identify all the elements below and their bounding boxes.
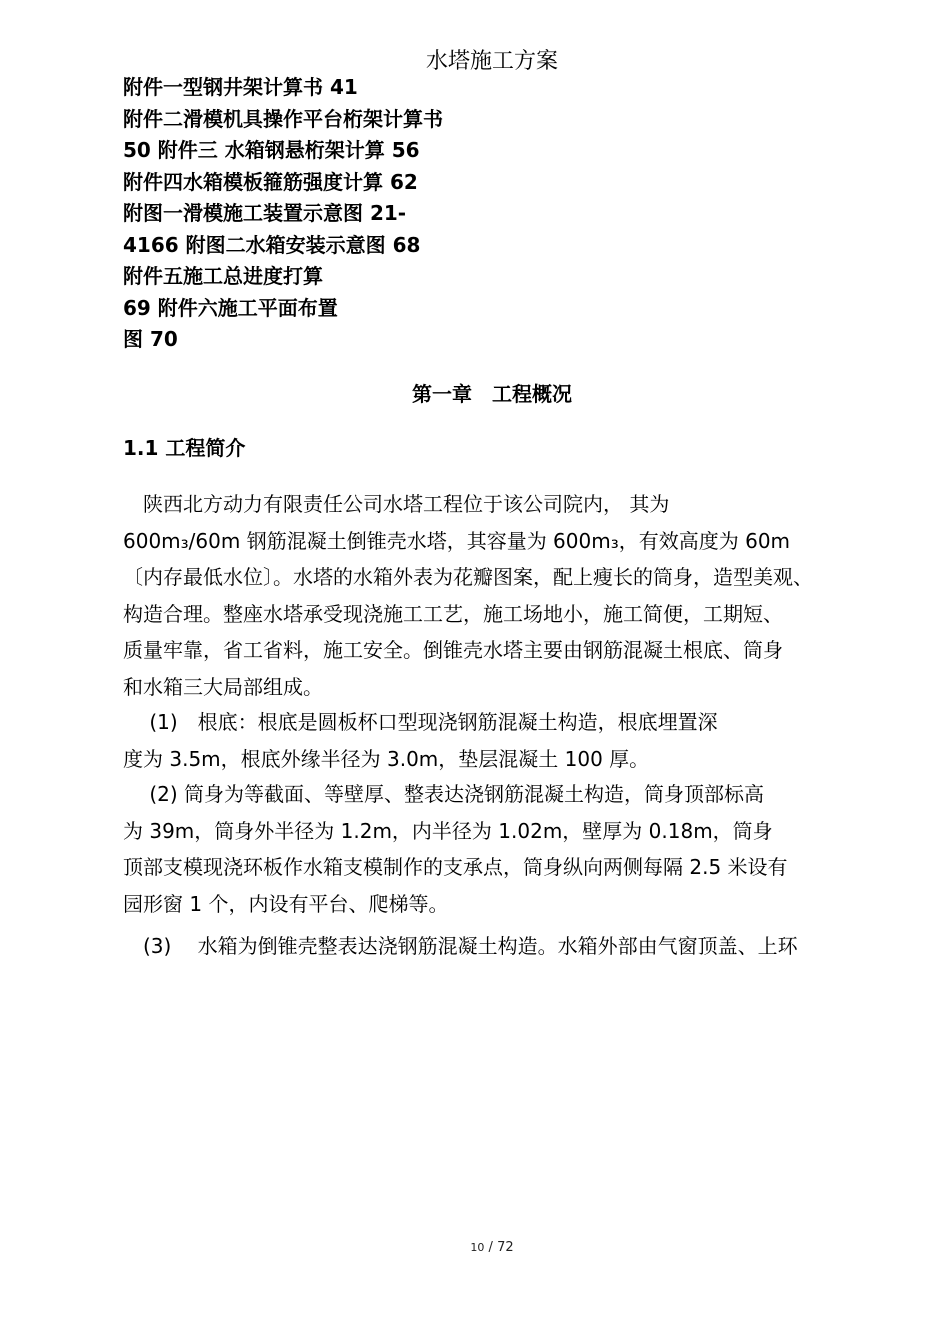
paragraph-foundation	[123, 704, 913, 777]
table-of-contents	[123, 72, 543, 356]
page-header: 水塔施工方案	[425, 49, 558, 74]
paragraph-line: 顶部支模现浇环板作水箱支模制作的支承点，筒身纵向两侧每隔 2.5 米设有	[123, 855, 788, 879]
paragraph-tank	[123, 928, 913, 965]
toc-line[interactable]: 附件二滑模机具操作平台桁架计算书	[123, 106, 443, 131]
paragraph-line: 度为 3.5m，根底外缘半径为 3.0m，垫层混凝土 100 厚。	[123, 746, 650, 771]
paragraph-line: (1) 根底：根底是圆板杯口型现浇钢筋混凝土构造，根底埋置深	[123, 710, 718, 734]
paragraph-line: 陕西北方动力有限责任公司水塔工程位于该公司院内， 其为	[123, 492, 670, 516]
paragraph-line: (2) 筒身为等截面、等壁厚、整表达浇钢筋混凝土构造，筒身顶部标高	[123, 782, 765, 806]
paragraph-line: (3) 水箱为倒锥壳整表达浇钢筋混凝土构造。水箱外部由气窗顶盖、上环	[123, 934, 798, 958]
paragraph-line: 和水箱三大局部组成。	[123, 674, 323, 699]
paragraph-line: 园形窗 1 个，内设有平台、爬梯等。	[123, 891, 449, 916]
page-number-current: 10	[470, 1241, 485, 1254]
toc-line[interactable]: 附件五施工总进度打算	[123, 264, 323, 288]
toc-line[interactable]: 附图一滑模施工装置示意图 21-	[123, 201, 407, 225]
paragraph-line: 构造合理。整座水塔承受现浇施工工艺，施工场地小，施工简便，工期短、	[123, 601, 783, 626]
page-number-separator: /	[488, 1240, 493, 1255]
toc-line[interactable]: 4166 附图二水箱安装示意图 68	[123, 232, 421, 257]
paragraph-shaft	[123, 776, 913, 922]
page-footer	[0, 1240, 950, 1255]
chapter-title: 第一章 工程概况	[412, 382, 572, 406]
paragraph-line: 600m₃/60m 钢筋混凝土倒锥壳水塔，其容量为 600m₃，有效高度为 60m	[123, 528, 791, 553]
paragraph-line: 质量牢靠，省工省料，施工安全。倒锥壳水塔主要由钢筋混凝土根底、筒身	[123, 638, 783, 662]
toc-line[interactable]: 69 附件六施工平面布置	[123, 295, 338, 320]
paragraph-line: 为 39m，筒身外半径为 1.2m，内半径为 1.02m，壁厚为 0.18m，筒身	[123, 818, 773, 843]
paragraph-line: 〔内存最低水位〕。水塔的水箱外表为花瓣图案，配上瘦长的筒身，造型美观、	[123, 565, 813, 589]
page-number-total: 72	[497, 1240, 514, 1255]
toc-line[interactable]: 附件四水箱模板箍筋强度计算 62	[123, 169, 418, 194]
toc-line[interactable]: 50 附件三 水箱钢悬桁架计算 56	[123, 138, 420, 162]
section-title: 1.1 工程简介	[123, 436, 246, 460]
toc-line[interactable]: 图 70	[123, 327, 178, 351]
toc-line[interactable]: 附件一型钢井架计算书 41	[123, 75, 358, 99]
paragraph-overview	[123, 486, 913, 705]
